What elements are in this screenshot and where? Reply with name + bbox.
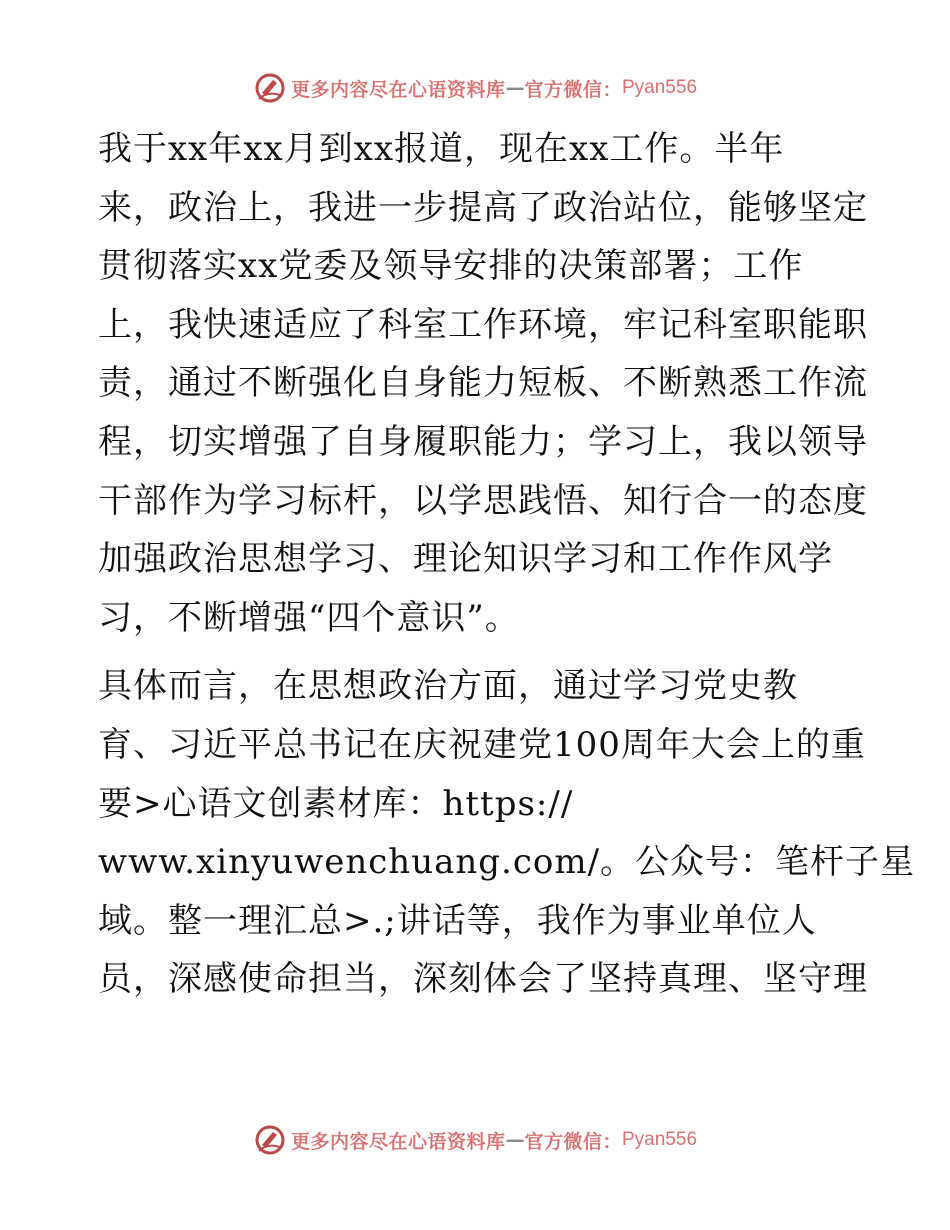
text-line: 干部作为学习标杆，以学思践悟、知行合一的态度 <box>98 480 868 521</box>
text-line: 加强政治思想学习、理论知识学习和工作作风学 <box>98 539 833 580</box>
text-line: 域。整一理汇总>.;讲话等，我作为事业单位人 <box>98 900 817 941</box>
paragraph-2 <box>98 657 916 1009</box>
text-line: 习，不断增强“四个意识”。 <box>98 597 520 638</box>
header-watermark-banner <box>0 68 950 108</box>
logo-icon <box>253 71 287 105</box>
banner-separator: — <box>505 1129 525 1151</box>
banner-wechat-id: Pyan556 <box>622 77 698 98</box>
text-line: 来，政治上，我进一步提高了政治站位，能够坚定 <box>98 187 868 228</box>
text-line: www.xinyuwenchuang.com/。公众号：笔杆子星 <box>98 842 916 883</box>
footer-watermark-banner <box>0 1120 950 1160</box>
text-line: 具体而言，在思想政治方面，通过学习党史教 <box>98 666 798 707</box>
text-line: 员，深感使命担当，深刻体会了坚持真理、坚守理 <box>98 959 868 1000</box>
text-line: 我于xx年xx月到xx报道，现在xx工作。半年 <box>98 129 785 169</box>
document-body <box>98 120 916 1009</box>
text-line: 育、习近平总书记在庆祝建党100周年大会上的重 <box>98 724 866 765</box>
paragraph-1 <box>98 120 868 647</box>
logo-icon <box>253 1123 287 1157</box>
banner-separator: — <box>505 77 525 99</box>
banner-main-text: 更多内容尽在心语资料库 <box>290 1130 506 1153</box>
text-line: 责，通过不断强化自身能力短板、不断熟悉工作流 <box>98 363 868 404</box>
text-line: 贯彻落实xx党委及领导安排的决策部署；工作 <box>98 246 804 287</box>
text-line: 上，我快速适应了科室工作环境，牢记科室职能职 <box>98 304 868 345</box>
banner-label: 官方微信： <box>524 1130 622 1153</box>
banner-main-text: 更多内容尽在心语资料库 <box>290 78 506 101</box>
text-line: 要>心语文创素材库：https:// <box>98 783 574 824</box>
banner-label: 官方微信： <box>524 78 622 101</box>
text-line: 程，切实增强了自身履职能力；学习上，我以领导 <box>98 421 868 462</box>
banner-wechat-id: Pyan556 <box>622 1129 698 1150</box>
